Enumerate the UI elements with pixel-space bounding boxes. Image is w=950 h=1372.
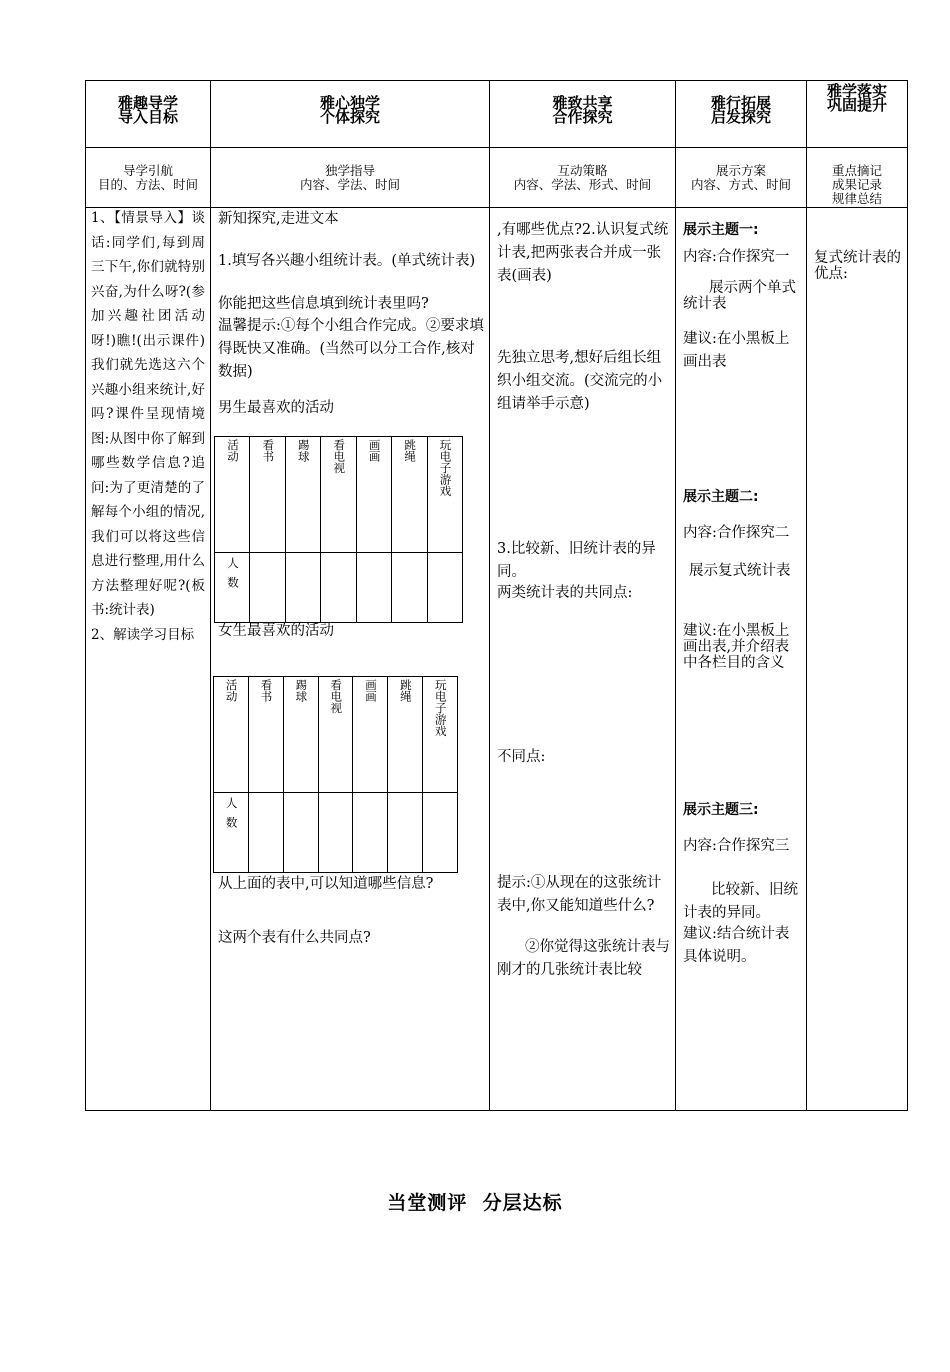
showcase-2-detail: 展示复式统计表 <box>689 563 791 579</box>
girls-activity-table <box>213 676 458 873</box>
header-text: 活动 <box>225 439 240 462</box>
boys-activity-table <box>214 436 463 623</box>
header-cell-1 <box>86 96 210 124</box>
table-cell[interactable] <box>356 553 391 623</box>
col1-content <box>91 206 205 647</box>
table-header-cell <box>285 437 320 553</box>
table-cell[interactable] <box>321 553 356 623</box>
subheader-line: 规律总结 <box>831 191 882 206</box>
subheader-line: 内容、方式、时间 <box>690 177 791 192</box>
subheader-line: 目的、方法、时间 <box>97 177 198 192</box>
table-header-cell <box>215 437 250 553</box>
table-col-line-1 <box>210 80 211 1111</box>
header-title: 雅心独学 <box>319 94 380 112</box>
header-title: 雅学落实 <box>826 82 887 100</box>
header-subtitle: 合作探究 <box>552 108 613 126</box>
table-header-cell <box>427 437 462 553</box>
table-cell[interactable] <box>392 553 427 623</box>
col2-question-info: 从上面的表中,可以知道哪些信息? <box>218 876 434 892</box>
subheader-cell-3 <box>490 164 675 192</box>
learning-goals-item: 2、解读学习目标 <box>91 626 195 643</box>
subheader-line: 成果记录 <box>831 177 882 192</box>
intro-text: 1、【情景导入】谈话:同学们,每到周三下午,你们就特别兴奋,为什么呀?(参加兴趣社团活动呀!)瞧!(出示课件)我们就先选这六个兴趣小组来统计,好吗?课件呈现情境图:从图中你了解到哪些数学信息?追问:为了更清楚的了解每个小组的情况,我们可以将这些信息进行整理,用什么方法整理好呢?(板书:统计表) <box>91 210 205 618</box>
col2-tip: 温馨提示:①每个小组合作完成。②要求填得既快又准确。(当然可以分工合作,核对数据) <box>218 318 484 380</box>
header-text: 玩电子游戏 <box>433 679 448 737</box>
table-header-cell <box>283 677 318 793</box>
header-subtitle: 个体探究 <box>319 108 380 126</box>
row-label-text: 人数 <box>225 557 240 596</box>
header-text: 跳绳 <box>398 679 413 702</box>
table-cell[interactable] <box>388 793 423 873</box>
showcase-3-detail: 比较新、旧统计表的异同。 <box>683 882 798 921</box>
table-header-cell <box>353 677 388 793</box>
section-heading: 当堂测评 分层达标 <box>387 1192 563 1214</box>
table-cell[interactable] <box>353 793 388 873</box>
header-text: 画画 <box>364 679 379 702</box>
table-cell[interactable] <box>285 553 320 623</box>
table-divider-header <box>85 147 908 148</box>
table-row-label <box>214 793 249 873</box>
subheader-line: 内容、学法、形式、时间 <box>513 177 652 192</box>
showcase-2-suggestion: 建议:在小黑板上画出表,并介绍表中各栏目的含义 <box>683 623 790 671</box>
showcase-topic-2: 展示主题二: <box>683 489 759 505</box>
subheader-line: 内容、学法、时间 <box>299 177 400 192</box>
header-text: 玩电子游戏 <box>438 439 453 497</box>
table-border-top <box>85 80 908 81</box>
subheader-line: 独学指导 <box>324 163 375 178</box>
girls-table-title: 女生最喜欢的活动 <box>218 623 334 639</box>
subheader-cell-1 <box>86 164 210 192</box>
subheader-cell-5 <box>807 164 907 206</box>
showcase-topic-3: 展示主题三: <box>683 802 759 818</box>
table-col-line-2 <box>489 80 490 1111</box>
col3-text-4: 两类统计表的共同点: <box>497 585 633 601</box>
subheader-line: 展示方案 <box>715 163 766 178</box>
header-text: 看电视 <box>329 679 344 714</box>
table-header-cell <box>248 677 283 793</box>
table-header-cell <box>392 437 427 553</box>
table-col-line-4 <box>806 80 807 1111</box>
table-header-cell <box>318 677 353 793</box>
header-title: 雅致共享 <box>552 94 613 112</box>
showcase-1-detail: 展示两个单式统计表 <box>683 280 796 312</box>
header-text: 看书 <box>259 679 274 702</box>
showcase-1-content: 内容:合作探究一 <box>683 249 790 265</box>
header-title: 雅行拓展 <box>710 94 771 112</box>
showcase-3-suggestion: 建议:结合统计表具体说明。 <box>683 926 790 965</box>
subheader-line: 互动策略 <box>557 163 608 178</box>
table-header-cell <box>214 677 249 793</box>
table-col-line-5 <box>907 80 908 1111</box>
table-col-line-3 <box>675 80 676 1111</box>
header-subtitle: 巩固提升 <box>826 96 887 114</box>
header-text: 看电视 <box>332 439 347 474</box>
col3-text-3: 3.比较新、旧统计表的异同。 <box>497 541 656 580</box>
col5-notes: 复式统计表的优点: <box>814 250 901 282</box>
col2-task-1: 1.填写各兴趣小组统计表。(单式统计表) <box>218 253 476 269</box>
header-text: 活动 <box>224 679 239 702</box>
table-cell[interactable] <box>423 793 458 873</box>
header-text: 画画 <box>367 439 382 462</box>
header-text: 踢球 <box>296 439 311 462</box>
subheader-line: 导学引航 <box>122 163 173 178</box>
header-cell-5 <box>807 84 907 112</box>
showcase-1-suggestion: 建议:在小黑板上画出表 <box>683 331 790 370</box>
col3-text-6: 提示:①从现在的这张统计表中,你又能知道些什么? <box>497 875 662 914</box>
showcase-3-content: 内容:合作探究三 <box>683 838 790 854</box>
table-header-cell <box>250 437 285 553</box>
col3-text-2: 先独立思考,想好后组长组织小组交流。(交流完的小组请举手示意) <box>497 350 663 412</box>
table-col-line-0 <box>85 80 86 1111</box>
table-divider-subheader <box>85 207 908 208</box>
col2-question-common: 这两个表有什么共同点? <box>218 930 371 946</box>
header-text: 跳绳 <box>403 439 418 462</box>
header-cell-4 <box>676 96 806 124</box>
table-header-cell <box>356 437 391 553</box>
header-cell-3 <box>490 96 675 124</box>
showcase-2-content: 内容:合作探究二 <box>683 525 790 541</box>
table-header-cell <box>388 677 423 793</box>
subheader-cell-2 <box>211 164 489 192</box>
header-cell-2 <box>211 96 489 124</box>
subheader-cell-4 <box>676 164 806 192</box>
col2-intro: 新知探究,走进文本 <box>218 211 339 227</box>
table-cell[interactable] <box>250 553 285 623</box>
row-label-text: 人数 <box>224 797 239 836</box>
header-title: 雅趣导学 <box>117 94 178 112</box>
boys-table-title: 男生最喜欢的活动 <box>218 400 334 416</box>
col3-text-1: ,有哪些优点?2.认识复式统计表,把两张表合并成一张表(画表) <box>497 222 669 284</box>
header-text: 看书 <box>261 439 276 462</box>
subheader-line: 重点摘记 <box>831 163 882 178</box>
table-cell[interactable] <box>248 793 283 873</box>
table-cell[interactable] <box>283 793 318 873</box>
col3-text-5: 不同点: <box>497 749 546 765</box>
header-subtitle: 导入目标 <box>117 108 178 126</box>
header-subtitle: 启发探究 <box>710 108 771 126</box>
header-text: 踢球 <box>294 679 309 702</box>
table-row-label <box>215 553 250 623</box>
table-cell[interactable] <box>427 553 462 623</box>
col2-question: 你能把这些信息填到统计表里吗? <box>218 296 429 312</box>
showcase-topic-1: 展示主题一: <box>683 222 759 238</box>
table-header-cell <box>321 437 356 553</box>
table-border-bottom <box>85 1110 908 1111</box>
table-header-cell <box>423 677 458 793</box>
col3-text-7: ②你觉得这张统计表与刚才的几张统计表比较 <box>497 939 670 978</box>
table-cell[interactable] <box>318 793 353 873</box>
